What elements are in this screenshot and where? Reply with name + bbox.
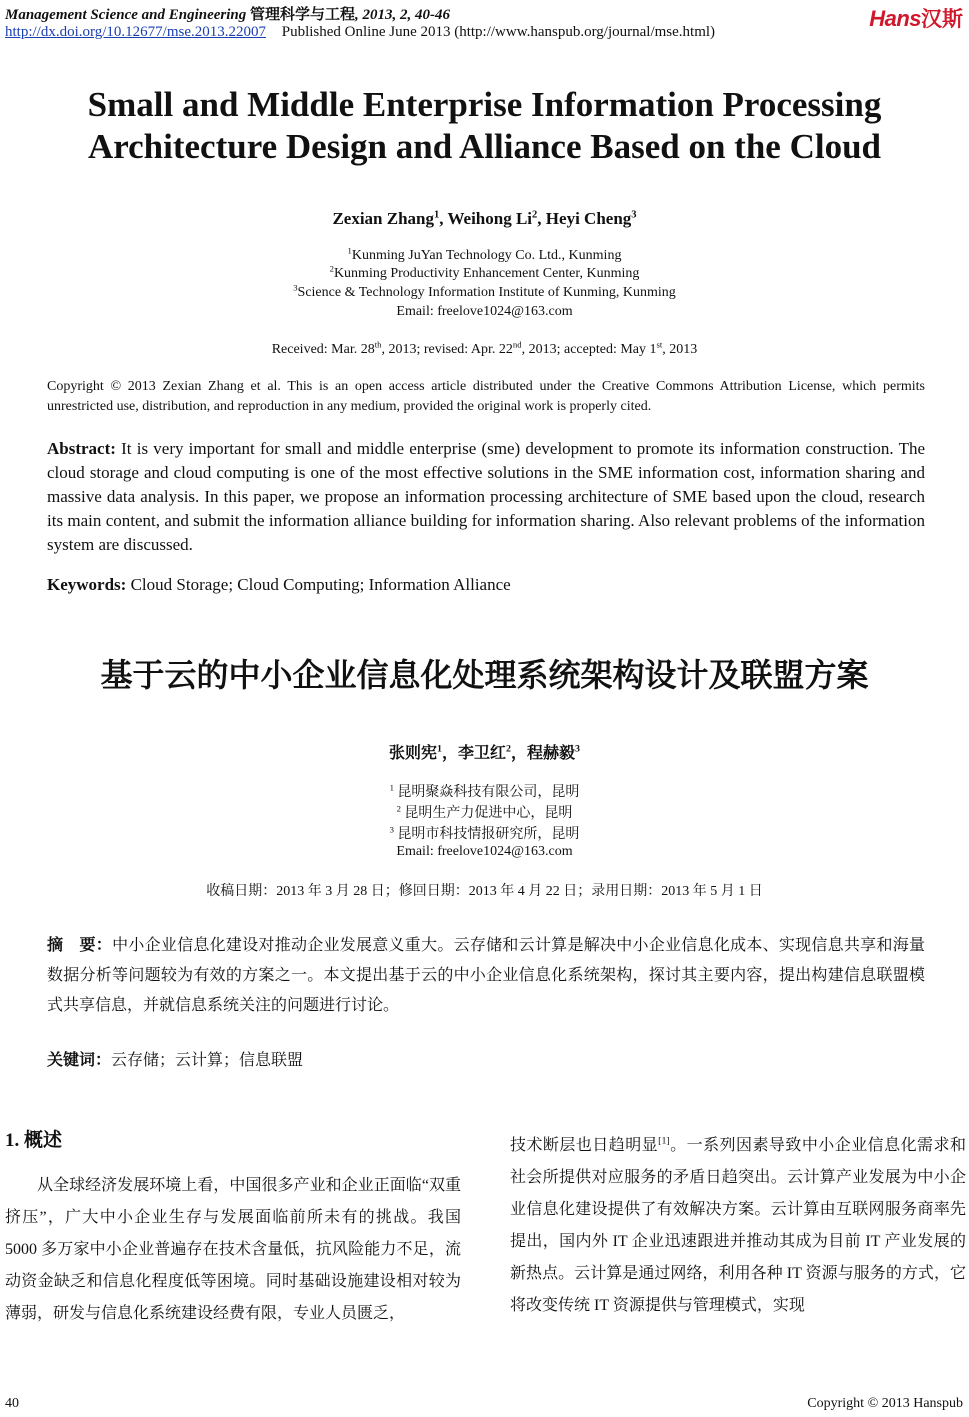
paragraph: 从全球经济发展环境上看，中国很多产业和企业正面临“双重挤压”，广大中小企业生存与发展面临前所未有的挑战。我国 5000 多万家中小企业普遍存在技术含量低，抗风险能力不足，流动资金缺乏和信息化程度低等困境。同时基础设施建设相对较为薄弱，研发与信息化系统建设经费有限，专业人员匮乏， — [5, 1177, 461, 1322]
author: 程赫毅 — [527, 745, 576, 762]
aff-sup: 2 — [396, 803, 401, 814]
hanspub-logo — [869, 3, 963, 33]
aff-text: 昆明生产力促进中心，昆明 — [404, 806, 573, 821]
keywords-text: 云存储；云计算；信息联盟 — [111, 1052, 304, 1069]
logo-text-zh: 汉斯 — [921, 8, 963, 31]
abstract-zh — [47, 930, 925, 1021]
abstract-label: Abstract: — [47, 439, 116, 458]
author: Zexian Zhang — [332, 209, 434, 228]
keywords-zh — [47, 1047, 925, 1070]
authors-zh — [0, 740, 969, 763]
affiliation-zh — [0, 781, 969, 801]
received-dates-en — [0, 339, 969, 358]
paragraph — [510, 1130, 966, 1322]
logo-text: Hans — [869, 6, 921, 31]
paper-title-zh: 基于云的中小企业信息化处理系统架构设计及联盟方案 — [100, 656, 869, 694]
body-column-left — [5, 1170, 461, 1330]
aff-sup: 1 — [347, 245, 352, 256]
author-sup: 3 — [575, 743, 580, 755]
separator: ， — [510, 745, 527, 762]
author: 张则宪 — [389, 745, 438, 762]
authors-en — [0, 209, 969, 229]
journal-name-zh: 管理科学与工程 — [250, 7, 356, 23]
date-text: , 2013 — [662, 342, 698, 357]
aff-text: Science & Technology Information Institute of Kunming, Kunming — [297, 285, 676, 300]
author: Heyi Cheng — [545, 209, 632, 228]
abstract-en — [47, 437, 925, 557]
aff-sup: 2 — [329, 263, 334, 274]
text-run: 。一系列因素导致中小企业信息化需求和社会所提供对应服务的矛盾日趋突出。云计算产业发展为中小企业信息化建设提供了有效解决方案。云计算由互联网服务商率先提出，国内外 IT 企业迅速跟进并推动其成为目前 IT 产业发展的新热点。云计算是通过网络，利用各种 IT 资源与服务的方式，它将改变传统 IT 资源提供与管理模式，实现 — [510, 1137, 966, 1314]
date-text: , 2013; revised: Apr. 22 — [381, 342, 513, 357]
journal-header — [5, 3, 450, 24]
citation: [1] — [658, 1135, 670, 1147]
aff-text: Kunming Productivity Enhancement Center, Kunming — [333, 266, 640, 281]
author-sup: 1 — [434, 209, 440, 221]
aff-text: 昆明聚焱科技有限公司，昆明 — [397, 785, 580, 800]
aff-text: Kunming JuYan Technology Co. Ltd., Kunming — [351, 248, 622, 263]
body-column-right — [510, 1130, 966, 1322]
author-sup: 3 — [631, 209, 637, 221]
author: 李卫红 — [458, 745, 507, 762]
journal-issue: , 2013, 2, 40-46 — [355, 7, 451, 23]
section-number: 1. — [5, 1130, 20, 1151]
paper-title-en: Small and Middle Enterprise Information Processing Architecture Design and Alliance Based on the Cloud — [87, 85, 882, 166]
separator: , — [537, 209, 546, 228]
keywords-text: Cloud Storage; Cloud Computing; Information Alliance — [130, 575, 511, 594]
journal-name: Management Science and Engineering — [5, 7, 247, 23]
aff-sup: 1 — [389, 782, 394, 793]
section-heading — [5, 1125, 62, 1152]
affiliation-zh — [0, 802, 969, 822]
abstract-label: 摘 要： — [47, 935, 113, 954]
abstract-text: 中小企业信息化建设对推动企业发展意义重大。云存储和云计算是解决中小企业信息化成本、实现信息共享和海量数据分析等问题较为有效的方案之一。本文提出基于云的中小企业信息化系统架构，探讨其主要内容，提出构建信息联盟模式共享信息，并就信息系统关注的问题进行讨论。 — [47, 937, 925, 1014]
published-online: Published Online June 2013 (http://www.hanspub.org/journal/mse.html) — [281, 24, 716, 40]
affiliation-zh — [0, 823, 969, 843]
footer-copyright: Copyright © 2013 Hanspub — [807, 1396, 963, 1411]
author-sup: 2 — [506, 743, 511, 755]
publication-line — [5, 24, 715, 41]
section-title: 概述 — [24, 1129, 63, 1151]
affiliation-en — [0, 263, 969, 282]
email-en: Email: freelove1024@163.com — [396, 304, 573, 319]
page-number: 40 — [5, 1396, 19, 1411]
ordinal: st — [656, 339, 663, 350]
aff-text: 昆明市科技情报研究所，昆明 — [397, 827, 580, 842]
keywords-label: Keywords: — [47, 575, 127, 594]
affiliation-en — [0, 245, 969, 264]
affiliation-en — [0, 282, 969, 301]
abstract-text: It is very important for small and middle enterprise (sme) development to promote its information construction. The cloud storage and cloud computing is one of the most effective solutions in the SME information cost, information sharing and massive data analysis. In this paper, we propose an information processing architecture of SME based upon the cloud, research its main content, and submit the information alliance building for information sharing. Also relevant problems of the information system are discussed. — [47, 439, 926, 554]
email-zh: Email: freelove1024@163.com — [396, 844, 573, 859]
ordinal: th — [374, 339, 382, 350]
author-sup: 1 — [437, 743, 442, 755]
author: Weihong Li — [447, 209, 533, 228]
text-run: 技术断层也日趋明显 — [510, 1137, 659, 1154]
separator: ， — [442, 745, 459, 762]
date-text: Received: Mar. 28 — [271, 342, 375, 357]
aff-sup: 3 — [293, 282, 298, 293]
ordinal: nd — [512, 339, 522, 350]
received-dates-zh: 收稿日期：2013 年 3 月 28 日；修回日期：2013 年 4 月 22 日；录用日期：2013 年 5 月 1 日 — [206, 884, 763, 899]
author-sup: 2 — [532, 209, 538, 221]
doi-link[interactable]: http://dx.doi.org/10.12677/mse.2013.22007 — [5, 24, 266, 40]
keywords-en — [47, 575, 925, 595]
copyright-notice: Copyright © 2013 Zexian Zhang et al. This is an open access article distributed under the Creative Commons Attribution License, which permits unrestricted use, distribution, and reproduction in any medium, provided the original work is properly cited. — [47, 379, 925, 414]
separator: , — [439, 209, 448, 228]
aff-sup: 3 — [389, 824, 394, 835]
keywords-label: 关键词： — [47, 1050, 112, 1069]
date-text: , 2013; accepted: May 1 — [521, 342, 657, 357]
